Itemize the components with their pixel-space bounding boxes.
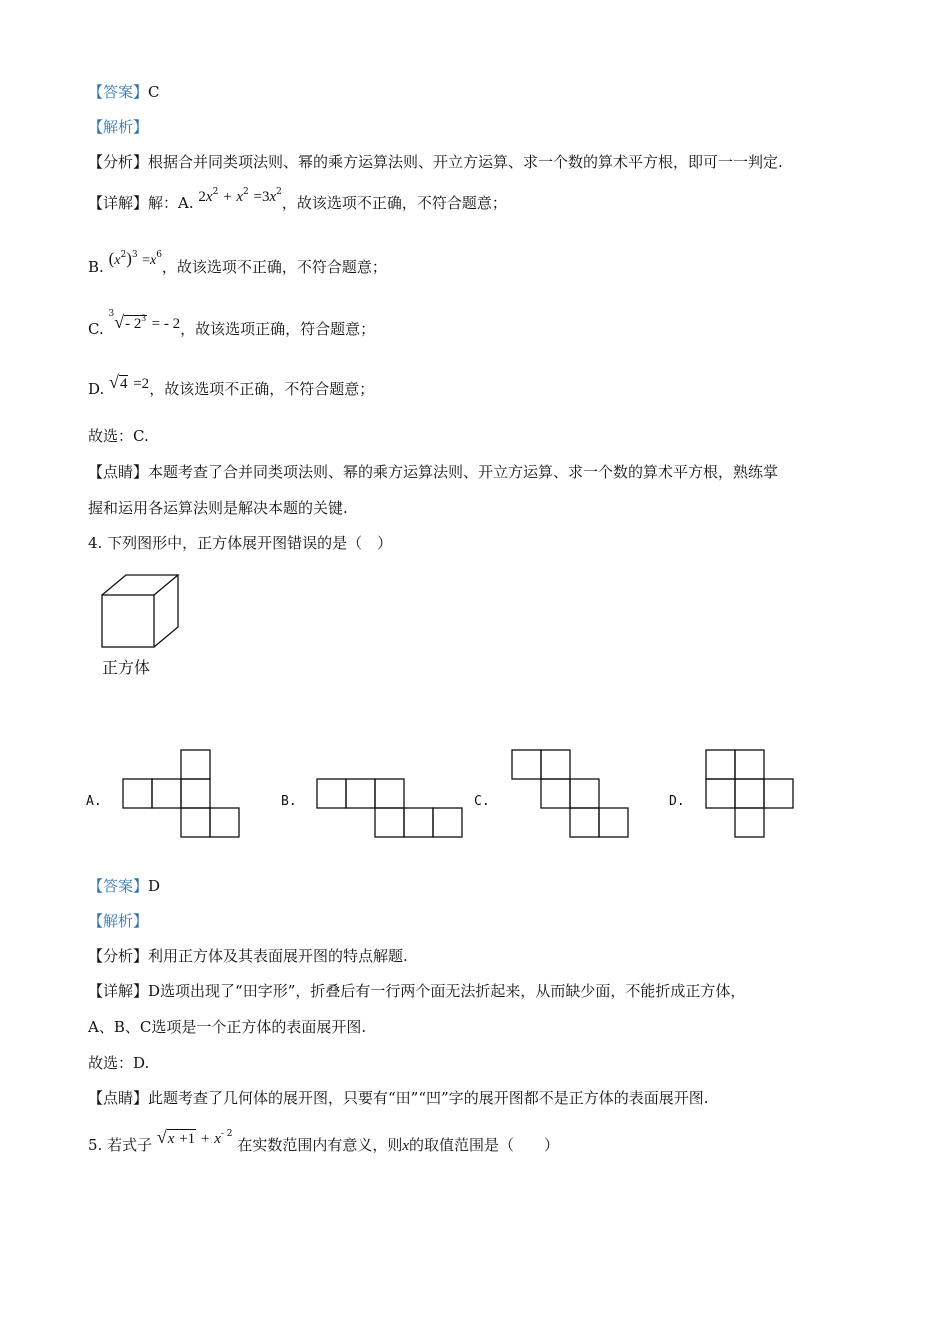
net-option-b (316, 778, 464, 840)
option-d-label: D. (669, 794, 685, 809)
q4-choice: 故选：D. (88, 1054, 150, 1072)
q3-jiexi: 【解析】 (88, 118, 149, 136)
answer-value: D (148, 877, 161, 895)
analysis-text: 根据合并同类项法则、幂的乘方运算法则、开立方运算、求一个数的算术平方根，即可一一判定. (148, 153, 783, 171)
cube-figure (96, 570, 186, 655)
formula-a: $2x^2 + x^2 =3x^2$ (198, 187, 282, 205)
q5-prefix: 5. 若式子 (88, 1136, 153, 1154)
b-comment: ，故该选项不正确，不符合题意； (161, 258, 387, 276)
formula-b: $(x^2)^3 =x^6$ (108, 249, 162, 268)
net-option-d (705, 749, 797, 839)
detail-prefix: 解：A. (148, 194, 194, 212)
d-comment: ，故该选项不正确，不符合题意； (149, 380, 375, 398)
q3-remark-line2: 握和运用各运算法则是解决本题的关键. (88, 499, 348, 517)
formula-c: $^3$√- $2^3$ = - 2 (108, 309, 181, 332)
q4-question: 4. 下列图形中，正方体展开图错误的是（ ） (88, 534, 393, 552)
q4-detail-line2: A、B、C选项是一个正方体的表面展开图. (88, 1018, 367, 1036)
answer-value: C (148, 83, 160, 101)
cube-label: 正方体 (102, 658, 151, 677)
b-prefix: B. (88, 258, 104, 276)
net-option-c (511, 749, 631, 839)
q5-question (88, 1127, 560, 1156)
analysis-text: 利用正方体及其表面展开图的特点解题. (148, 947, 408, 965)
q3-detail-a (88, 187, 507, 214)
q4-remark (88, 1088, 708, 1108)
net-option-a (122, 749, 242, 839)
q4-detail-line1 (88, 981, 745, 1001)
analysis-tag: 【分析】 (88, 947, 149, 965)
q4-analysis (88, 946, 408, 966)
q3-detail-b (88, 249, 387, 279)
remark-text: 此题考查了几何体的展开图，只要有“田”“凹”字的展开图都不是正方体的表面展开图. (148, 1089, 709, 1107)
answer-tag: 【答案】 (88, 83, 149, 101)
remark-tag: 【点睛】 (88, 1089, 149, 1107)
c-prefix: C. (88, 320, 104, 338)
detail-tag: 【详解】 (88, 194, 149, 212)
c-comment: ，故该选项正确，符合题意； (180, 320, 376, 338)
q4-jiexi: 【解析】 (88, 912, 149, 930)
q5-middle: 在实数范围内有意义，则 (237, 1136, 403, 1154)
detail-text: D选项出现了“田字形”，折叠后有一行两个面无法折起来，从而缺少面，不能折成正方体， (148, 982, 746, 1000)
remark-tag: 【点睛】 (88, 463, 149, 481)
option-a-label: A. (86, 794, 102, 809)
q3-remark-line1 (88, 462, 778, 482)
a-comment: ，故该选项不正确，不符合题意； (281, 194, 507, 212)
q5-suffix: 的取值范围是（ ） (409, 1136, 560, 1154)
option-c-label: C. (474, 794, 490, 809)
q3-answer-line (88, 82, 160, 102)
d-prefix: D. (88, 380, 105, 398)
q3-analysis (88, 152, 783, 172)
q4-answer-line (88, 876, 160, 896)
formula-q5: $√x +1 + x^{- 2}$ (156, 1127, 233, 1147)
q3-detail-c (88, 309, 376, 340)
option-b-label: B. (281, 794, 297, 809)
q3-detail-d (88, 372, 375, 400)
detail-tag: 【详解】 (88, 982, 149, 1000)
q5-variable: x (402, 1138, 409, 1154)
answer-tag: 【答案】 (88, 877, 149, 895)
analysis-tag: 【分析】 (88, 153, 149, 171)
q3-choice: 故选：C. (88, 427, 149, 445)
remark-text: 本题考查了合并同类项法则、幂的乘方运算法则、开立方运算、求一个数的算术平方根，熟练掌 (148, 463, 779, 481)
formula-d: √4 =2 (109, 372, 150, 392)
